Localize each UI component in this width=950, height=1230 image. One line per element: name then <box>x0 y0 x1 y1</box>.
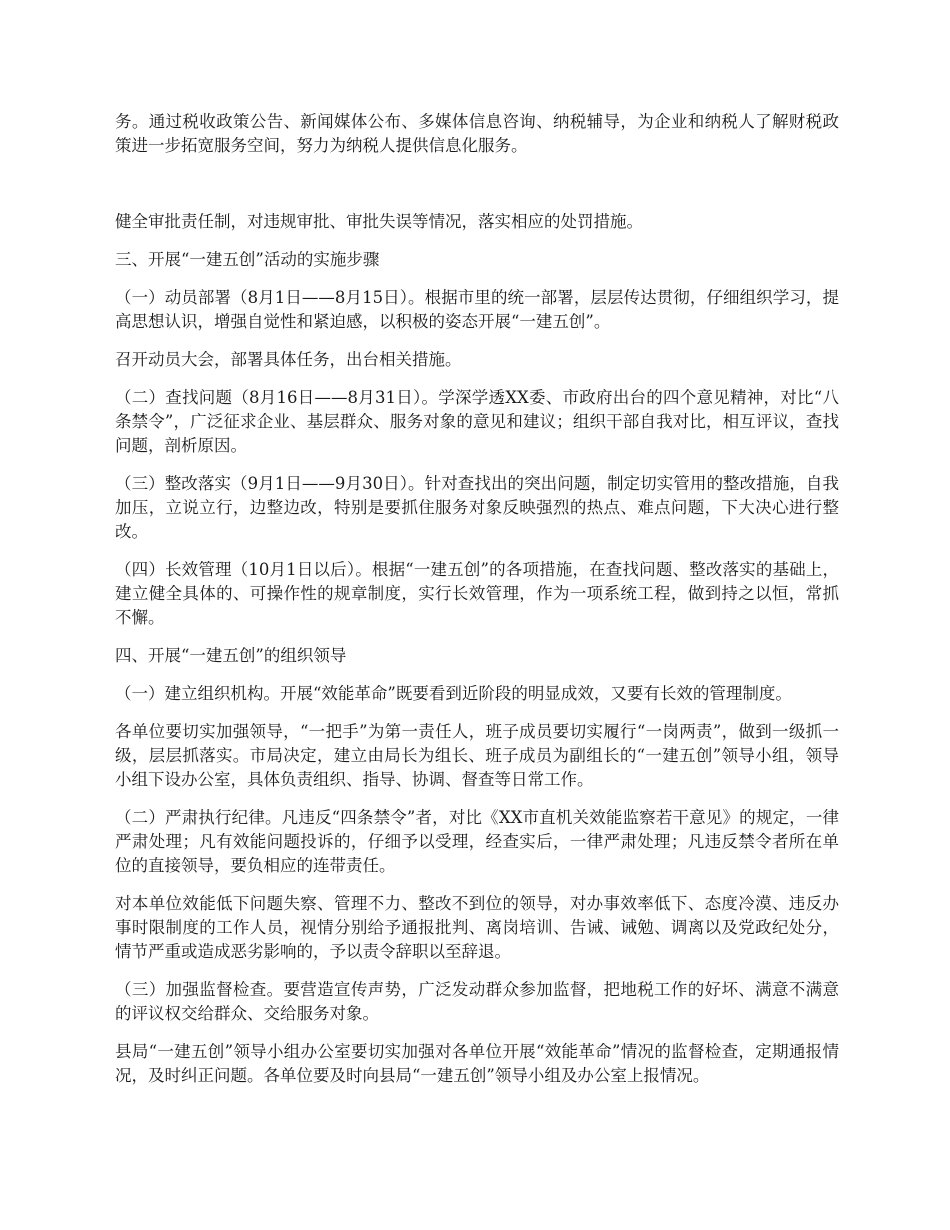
paragraph-strengthen-leadership: 各单位要切实加强领导，“一把手”为第一责任人，班子成员要切实履行“一岗两责”，做到一级抓一级，层层抓落实。市局决定，建立由局长为组长、班子成员为副组长的“一建五创”领导小组，领导小组下设办公室，具体负责组织、指导、协调、督查等日常工作。 <box>115 722 839 789</box>
paragraph-step-long-term-management: （四）长效管理（10月1日以后）。根据“一建五创”的各项措施，在查找问题、整改落实的基础上，建立健全具体的、可操作性的规章制度，实行长效管理，作为一项系统工程，做到持之以恒，常抓不懈。 <box>115 560 839 627</box>
paragraph-mobilization-meeting: 召开动员大会，部署具体任务，出台相关措施。 <box>115 350 462 369</box>
section-heading-implementation-steps: 三、开展“一建五创”活动的实施步骤 <box>115 250 380 269</box>
section-heading-organization-leadership: 四、开展“一建五创”的组织领导 <box>115 646 347 665</box>
paragraph-step-mobilization: （一）动员部署（8月1日——8月15日）。根据市里的统一部署，层层传达贯彻，仔细组织学习，提高思想认识，增强自觉性和紧迫感，以积极的姿态开展“一建五创”。 <box>115 288 839 331</box>
paragraph-establish-organization: （一）建立组织机构。开展“效能革命”既要看到近阶段的明显成效，又要有长效的管理制度。 <box>115 684 792 703</box>
paragraph-step-find-problems: （二）查找问题（8月16日——8月31日）。学深学透XX委、市政府出台的四个意见精神，对比“八条禁令”，广泛征求企业、基层群众、服务对象的意见和建议；组织干部自我对比，相互评议，查找问题，剖析原因。 <box>115 388 839 455</box>
paragraph-supervision-inspection: （三）加强监督检查。要营造宣传声势，广泛发动群众参加监督，把地税工作的好坏、满意不满意的评议权交给群众、交给服务对象。 <box>115 980 839 1023</box>
paragraph-intro-continuation: 务。通过税收政策公告、新闻媒体公布、多媒体信息咨询、纳税辅导，为企业和纳税人了解财税政策进一步拓宽服务空间，努力为纳税人提供信息化服务。 <box>115 112 839 155</box>
paragraph-enforce-discipline: （二）严肃执行纪律。凡违反“四条禁令”者，对比《XX市直机关效能监察若干意见》的规定，一律严肃处理；凡有效能问题投诉的，仔细予以受理，经查实后，一律严肃处理；凡违反禁令者所在单位的直接领导，要负相应的连带责任。 <box>115 808 839 875</box>
paragraph-step-rectification: （三）整改落实（9月1日——9月30日）。针对查找出的突出问题，制定切实管用的整改措施，自我加压，立说立行，边整边改，特别是要抓住服务对象反映强烈的热点、难点问题，下大决心进行整改。 <box>115 474 839 541</box>
paragraph-county-office-supervision: 县局“一建五创”领导小组办公室要切实加强对各单位开展“效能革命”情况的监督检查，定期通报情况，及时纠正问题。各单位要及时向县局“一建五创”领导小组及办公室上报情况。 <box>115 1042 839 1085</box>
document-body <box>115 110 839 1102</box>
paragraph-approval-responsibility: 健全审批责任制，对违规审批、审批失误等情况，落实相应的处罚措施。 <box>115 212 643 231</box>
paragraph-accountability: 对本单位效能低下问题失察、管理不力、整改不到位的领导，对办事效率低下、态度冷漠、违反办事时限制度的工作人员，视情分别给予通报批判、离岗培训、告诫、诫勉、调离以及党政纪处分，情节严重或造成恶劣影响的，予以责令辞职以至辞退。 <box>115 894 839 961</box>
